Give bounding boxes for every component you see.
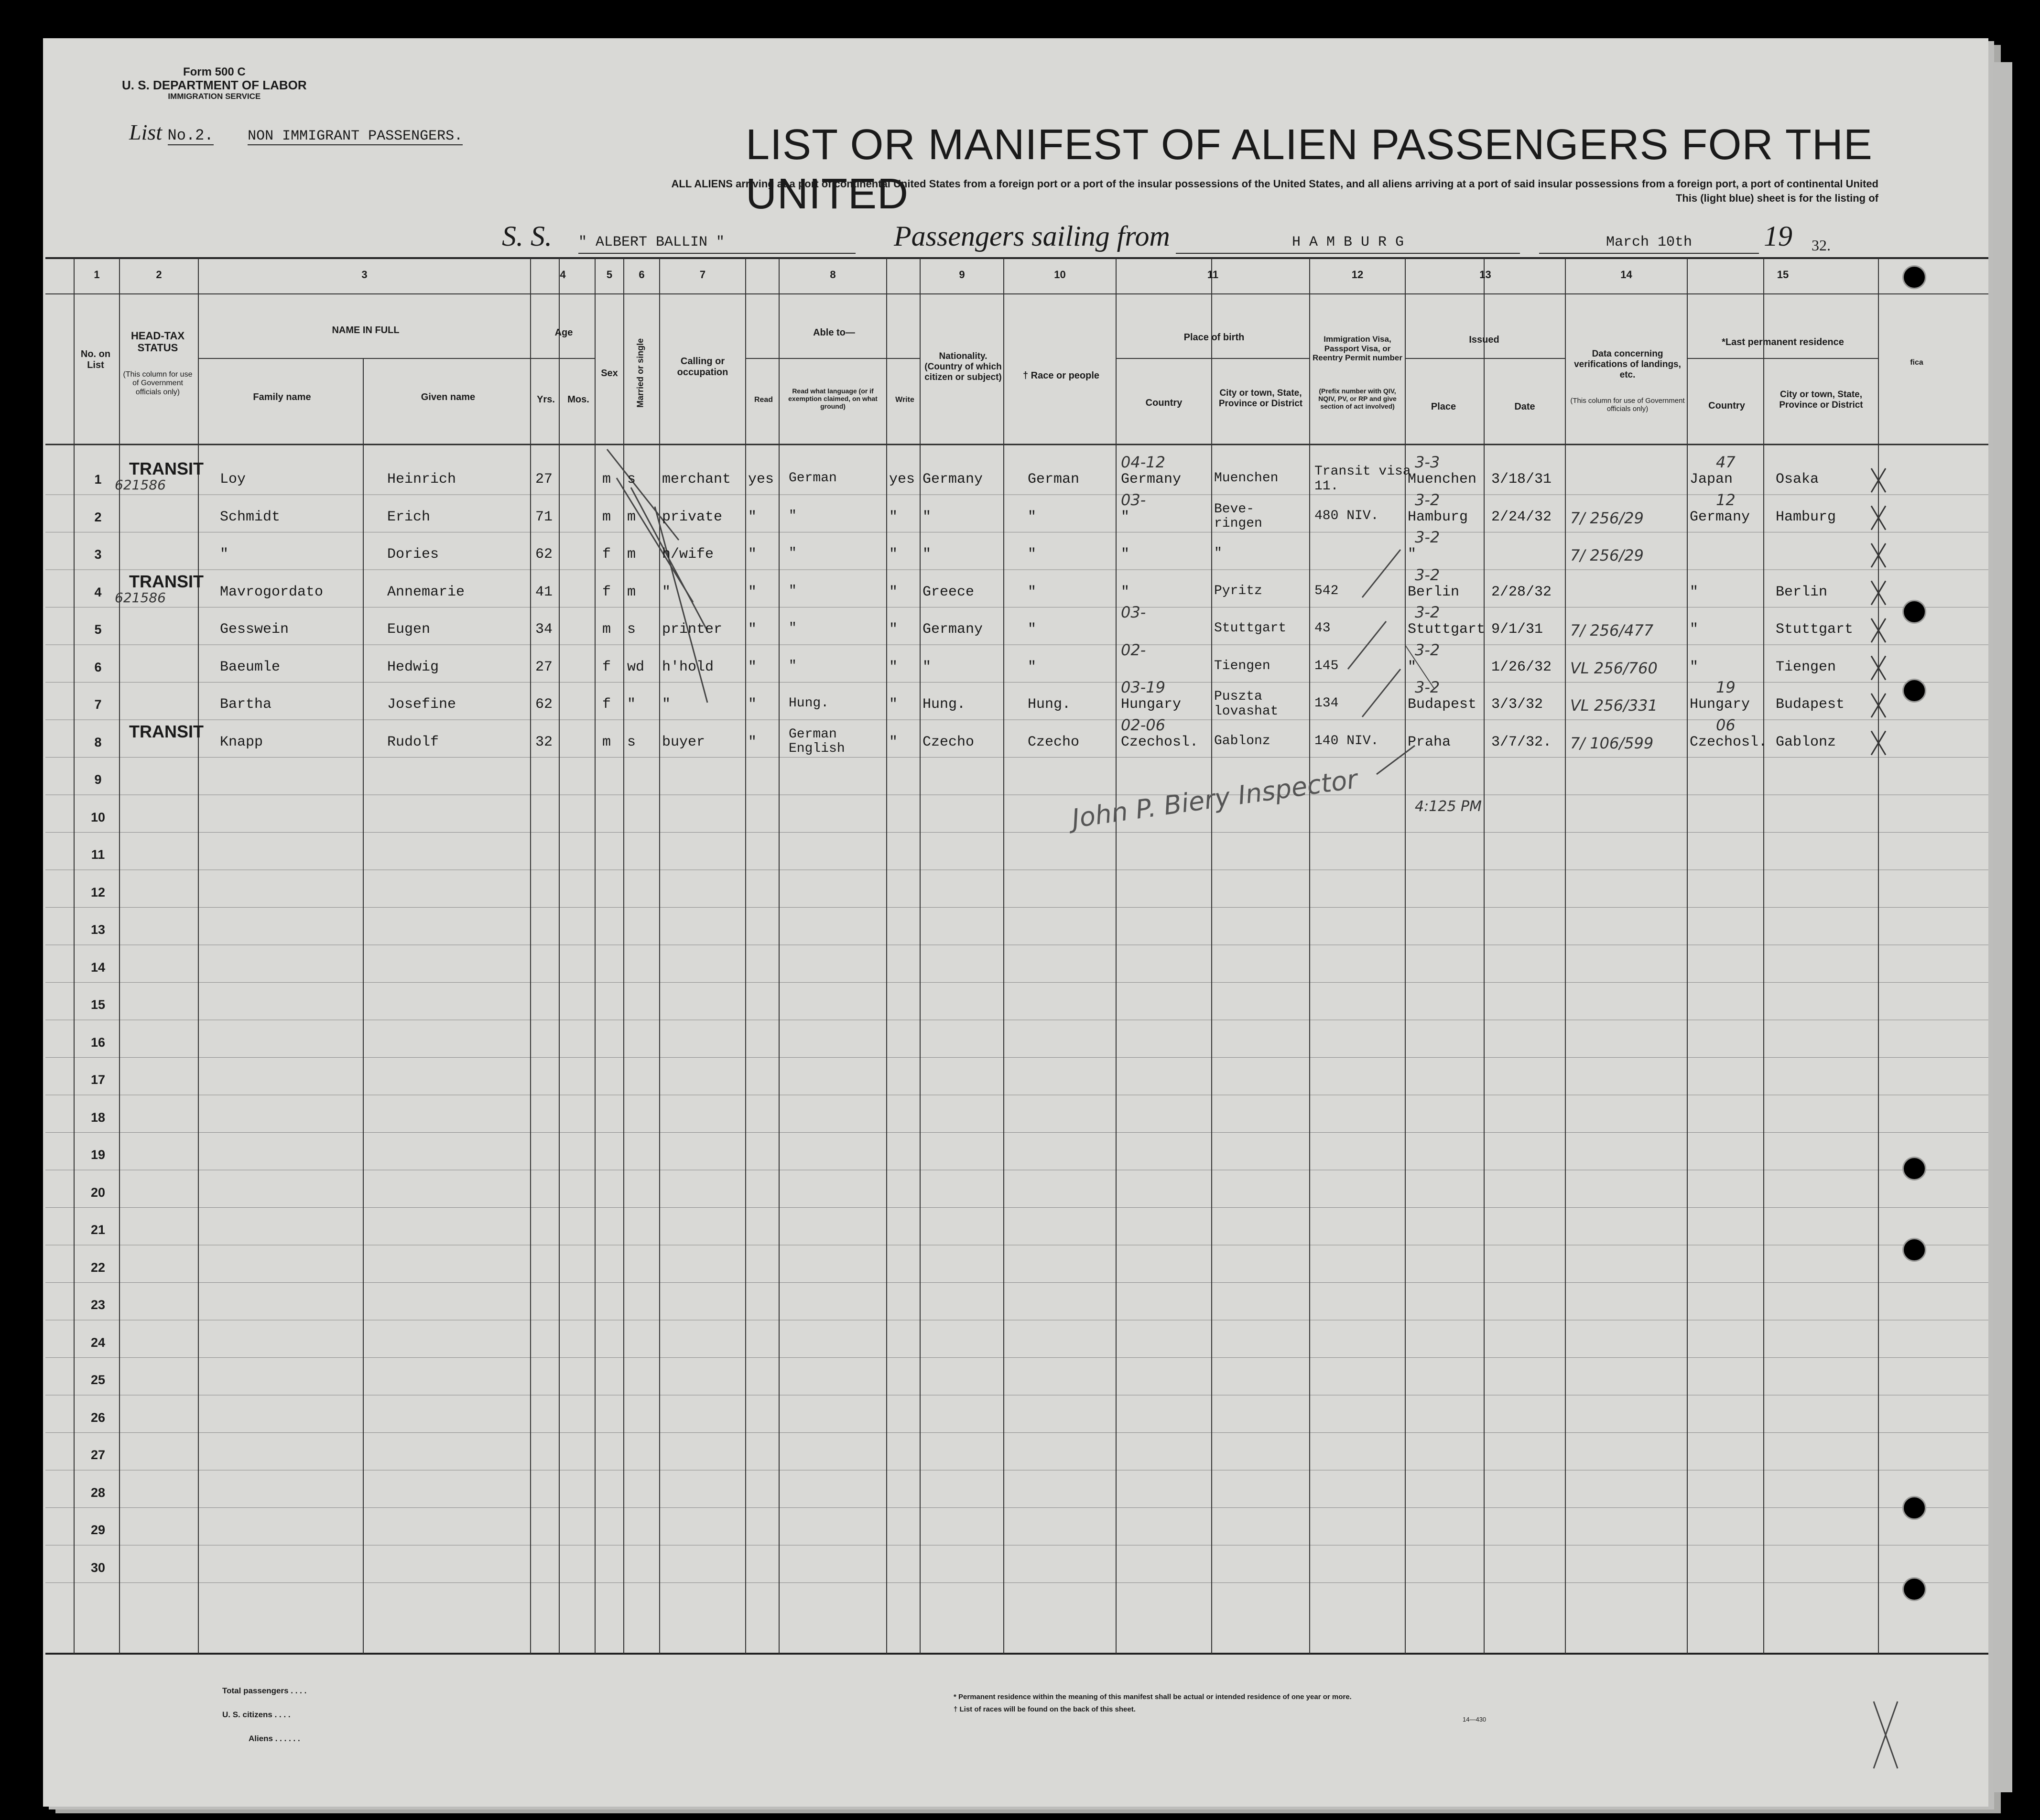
residence-country: " (1690, 621, 1699, 638)
header-place-of-birth: Place of birth (1183, 332, 1245, 343)
visa-number: 145 (1314, 658, 1339, 673)
header-last-residence: *Last permanent residence (1722, 337, 1844, 347)
residence-city: Tiengen (1776, 659, 1836, 675)
column-number: 12 (1351, 269, 1364, 281)
binding-hole (1902, 265, 1926, 289)
visa-number: Transit visa 11. (1314, 464, 1411, 494)
issued-code: 3-2 (1415, 640, 1440, 659)
header-age: Age (554, 327, 573, 338)
visa-number: 140 NIV. (1314, 733, 1379, 748)
occupation: merchant (662, 471, 731, 488)
header-sex: Sex (601, 368, 618, 379)
landing-verification: VL 256/331 (1570, 696, 1658, 715)
residence-country: Hungary (1690, 696, 1750, 713)
residence-city: Gablonz (1776, 734, 1836, 750)
residence-city: Stuttgart (1776, 621, 1854, 638)
given-name: Dories (387, 546, 439, 563)
age: 62 (535, 546, 553, 563)
landing-verification: 7/ 106/599 (1570, 734, 1654, 752)
row-number: 15 (90, 997, 106, 1012)
header-head-tax: HEAD-TAX STATUS (130, 330, 185, 354)
binding-hole (1902, 679, 1926, 703)
birth-city: " (1214, 546, 1222, 561)
ss-label: S. S. (502, 220, 552, 252)
age: 27 (535, 659, 553, 675)
row-number: 13 (90, 922, 106, 937)
issued-date: 3/7/32. (1491, 734, 1552, 750)
column-number: 5 (606, 269, 613, 281)
issued-place: Stuttgart (1408, 621, 1486, 638)
issued-code: 3-3 (1415, 453, 1440, 471)
header-landings-note: (This column for use of Government officials only) (1570, 397, 1685, 413)
row-number: 14 (90, 960, 106, 975)
marital-status: m (627, 509, 636, 525)
residence-country: Japan (1690, 471, 1733, 488)
residence-city: Budapest (1776, 696, 1845, 713)
row-number: 5 (94, 622, 102, 637)
race: " (1028, 546, 1037, 563)
birth-city: Stuttgart (1214, 621, 1287, 636)
row-number: 21 (90, 1223, 106, 1237)
issued-date: 2/28/32 (1491, 584, 1552, 600)
occupation: h'hold (662, 659, 714, 675)
sex: f (602, 696, 611, 713)
family-name: Loy (220, 471, 246, 488)
family-name: " (220, 546, 229, 563)
inspection-time: 4:125 PM (1415, 798, 1482, 815)
row-number: 19 (90, 1148, 106, 1162)
family-name: Gesswein (220, 621, 289, 638)
header-able-to: Able to— (813, 327, 855, 338)
header-birth-city: City or town, State, Province or District (1218, 388, 1303, 409)
issued-date: 3/3/32 (1491, 696, 1543, 713)
can-write: " (889, 584, 898, 600)
read-language: " (789, 658, 797, 673)
header-write: Write (895, 396, 914, 404)
can-read: " (748, 509, 757, 525)
can-read: " (748, 584, 757, 600)
instruction-line-2: This (light blue) sheet is for the listing of (1675, 192, 1878, 204)
header-family-name: Family name (253, 392, 311, 402)
row-number: 2 (94, 509, 102, 524)
nationality: " (922, 659, 932, 675)
form-number: Form 500 C (183, 65, 246, 78)
issued-date: 1/26/32 (1491, 659, 1552, 675)
visa-number: 43 (1314, 621, 1331, 636)
nationality: Hung. (922, 696, 966, 713)
row-number: 26 (90, 1410, 106, 1425)
nationality: Czecho (922, 734, 975, 750)
residence-city: Osaka (1776, 471, 1819, 488)
age: 41 (535, 584, 553, 600)
can-read: yes (748, 471, 774, 488)
row-number: 17 (90, 1072, 106, 1087)
list-number: No.2. (167, 127, 214, 144)
nationality: Germany (922, 471, 983, 488)
year-prefix: 19 (1764, 220, 1792, 252)
occupation: private (662, 509, 723, 525)
row-number: 10 (90, 810, 106, 824)
residence-city: Berlin (1776, 584, 1828, 600)
column-number: 8 (830, 269, 836, 281)
issued-place: Budapest (1408, 696, 1477, 713)
header-res-city: City or town, State, Province or District (1779, 390, 1863, 410)
head-tax-number: 621586 (115, 477, 166, 493)
sex: m (602, 509, 611, 525)
form-department: U. S. DEPARTMENT OF LABOR (122, 78, 307, 93)
can-write: " (889, 696, 898, 713)
can-read: " (748, 734, 757, 750)
ship-name: " ALBERT BALLIN " (578, 220, 856, 254)
birth-country: Czechosl. (1121, 734, 1199, 750)
sex: f (602, 659, 611, 675)
departure-port: H A M B U R G (1176, 220, 1520, 254)
column-number: 13 (1479, 269, 1491, 281)
read-language: Hung. (789, 696, 829, 711)
age: 62 (535, 696, 553, 713)
row-number: 22 (90, 1260, 106, 1275)
sex: m (602, 621, 611, 638)
birth-country: " (1121, 584, 1130, 600)
row-number: 12 (90, 885, 106, 899)
birth-city: Beve- ringen (1214, 501, 1262, 531)
landing-verification: 7/ 256/477 (1570, 621, 1654, 639)
marital-status: s (627, 621, 636, 638)
sex: f (602, 584, 611, 600)
family-name: Mavrogordato (220, 584, 324, 600)
header-issued-place: Place (1431, 401, 1456, 412)
issued-place: Muenchen (1408, 471, 1477, 488)
visa-number: 542 (1314, 583, 1339, 598)
issued-place: " (1408, 659, 1417, 675)
list-line (129, 119, 463, 145)
issued-place: Berlin (1408, 584, 1460, 600)
read-language: " (789, 583, 797, 598)
column-number: 3 (361, 269, 368, 281)
nationality: " (922, 509, 932, 525)
residence-code: 47 (1716, 453, 1736, 471)
list-type: NON IMMIGRANT PASSENGERS. (248, 128, 463, 144)
read-language: " (789, 508, 797, 523)
can-write: " (889, 621, 898, 638)
issued-code: 3-2 (1415, 603, 1440, 621)
column-number: 9 (959, 269, 965, 281)
sex: m (602, 471, 611, 488)
row-number: 8 (94, 735, 102, 749)
row-number: 27 (90, 1448, 106, 1462)
issued-code: 3-2 (1415, 678, 1440, 696)
column-number: 10 (1054, 269, 1066, 281)
head-tax-stamp: TRANSIT (129, 721, 204, 741)
residence-code: 19 (1716, 678, 1736, 696)
can-read: " (748, 621, 757, 638)
family-name: Knapp (220, 734, 263, 750)
header-given-name: Given name (421, 392, 476, 402)
race: German (1028, 471, 1080, 488)
issued-place: Praha (1408, 734, 1451, 750)
given-name: Hedwig (387, 659, 439, 675)
read-language: " (789, 546, 797, 561)
family-name: Schmidt (220, 509, 281, 525)
sailing-date: March 10th (1539, 220, 1759, 254)
birth-code: 02- (1121, 640, 1146, 659)
can-write: " (889, 659, 898, 675)
page-title: LIST OR MANIFEST OF ALIEN PASSENGERS FOR THE UNITED (746, 121, 1873, 218)
landing-verification: VL 256/760 (1570, 659, 1658, 677)
read-language: German English (789, 726, 845, 757)
age: 32 (535, 734, 553, 750)
birth-country: " (1121, 546, 1130, 563)
header-birth-country: Country (1145, 398, 1183, 408)
residence-country: Germany (1690, 509, 1750, 525)
can-read: " (748, 546, 757, 563)
row-number: 1 (94, 472, 102, 487)
row-number: 7 (94, 697, 102, 712)
birth-code: 03- (1121, 490, 1146, 509)
binding-hole (1902, 600, 1926, 624)
row-number: 11 (91, 847, 105, 862)
nationality: Greece (922, 584, 975, 600)
row-number: 20 (90, 1185, 106, 1200)
birth-code: 03- (1121, 603, 1146, 621)
given-name: Eugen (387, 621, 431, 638)
form-service: IMMIGRATION SERVICE (168, 91, 261, 101)
row-number: 30 (90, 1560, 106, 1575)
race: " (1028, 584, 1037, 600)
issued-date: 3/18/31 (1491, 471, 1552, 488)
birth-code: 04-12 (1121, 453, 1165, 471)
residence-code: 06 (1716, 715, 1736, 734)
occupation: printer (662, 621, 723, 638)
header-nationality: Nationality. (Country of which citizen or subject) (924, 351, 1002, 382)
binding-hole (1902, 1577, 1926, 1601)
birth-code: 03-19 (1121, 678, 1165, 696)
header-issued: Issued (1469, 335, 1499, 345)
age: 27 (535, 471, 553, 488)
given-name: Rudolf (387, 734, 439, 750)
pen-stroke (1362, 550, 1400, 597)
can-read: " (748, 659, 757, 675)
head-tax-number: 621586 (115, 589, 166, 606)
header-calling: Calling or occupation (677, 356, 728, 378)
column-number: 11 (1207, 269, 1219, 281)
row-number: 25 (90, 1373, 106, 1387)
header-yrs: Yrs. (537, 394, 555, 405)
header-head-tax-note: (This column for use of Government officials only) (123, 370, 193, 396)
row-number: 24 (90, 1335, 106, 1350)
marital-status: m (627, 584, 636, 600)
marital-status: s (627, 471, 636, 488)
pen-stroke (1348, 621, 1386, 669)
header-married: Married or single (635, 338, 645, 408)
sex: f (602, 546, 611, 563)
issued-code: 3-2 (1415, 490, 1440, 509)
marital-status: wd (627, 659, 645, 675)
inspector-signature: John P. Biery Inspector (1070, 764, 1359, 834)
footer-us-citizens: U. S. citizens . . . . (222, 1710, 291, 1719)
binding-hole (1902, 1238, 1926, 1262)
row-number: 4 (94, 585, 102, 599)
header-race: † Race or people (1022, 370, 1100, 381)
row-number: 18 (90, 1110, 106, 1125)
given-name: Annemarie (387, 584, 465, 600)
header-read-language: Read what language (or if exemption claimed, on what ground) (788, 387, 878, 411)
column-number: 6 (639, 269, 645, 281)
issued-date: 9/1/31 (1491, 621, 1543, 638)
birth-country: Hungary (1121, 696, 1182, 713)
residence-country: Czechosl. (1690, 734, 1768, 750)
can-write: " (889, 509, 898, 525)
landing-verification: 7/ 256/29 (1570, 546, 1644, 564)
header-visa-note: (Prefix number with QIV, NQIV, PV, or RP and give section of act involved) (1318, 387, 1397, 411)
column-number: 7 (699, 269, 706, 281)
header-name-in-full: NAME IN FULL (332, 325, 400, 336)
given-name: Erich (387, 509, 431, 525)
residence-city: Hamburg (1776, 509, 1836, 525)
race: " (1028, 621, 1037, 638)
family-name: Bartha (220, 696, 272, 713)
marital-status: m (627, 546, 636, 563)
can-read: " (748, 696, 757, 713)
nationality: Germany (922, 621, 983, 638)
header-cut-column: fica (1910, 358, 1923, 367)
race: " (1028, 509, 1037, 525)
issued-code: 3-2 (1415, 565, 1440, 584)
binding-hole (1902, 1157, 1926, 1181)
year-suffix: 32. (1812, 237, 1831, 254)
issued-date: 2/24/32 (1491, 509, 1552, 525)
landing-verification: 7/ 256/29 (1570, 509, 1644, 527)
visa-number: 480 NIV. (1314, 508, 1379, 523)
read-language: German (789, 471, 837, 486)
instructions (397, 177, 1878, 205)
birth-city: Puszta lovashat (1214, 689, 1279, 719)
footer-note-residence: * Permanent residence within the meaning of this manifest shall be actual or intended residence of one year or more. (954, 1693, 1352, 1701)
race: Czecho (1028, 734, 1080, 750)
footer-total-passengers: Total passengers . . . . (222, 1686, 307, 1695)
birth-city: Muenchen (1214, 471, 1279, 486)
can-write: " (889, 734, 898, 750)
occupation: " (662, 584, 671, 600)
birth-city: Tiengen (1214, 658, 1270, 673)
can-write: yes (889, 471, 915, 488)
header-read: Read (754, 396, 773, 404)
form-identifier (122, 66, 307, 101)
head-tax-stamp: TRANSIT (129, 459, 204, 478)
footer-form-code: 14—430 (1463, 1716, 1487, 1723)
header-res-country: Country (1708, 401, 1745, 411)
header-landings: Data concerning verifications of landings, etc. (1574, 349, 1681, 380)
header-issued-date: Date (1514, 401, 1535, 412)
birth-country: " (1121, 509, 1130, 525)
column-number: 1 (94, 269, 100, 281)
header-no-on-list: No. on List (80, 349, 111, 370)
marital-status: s (627, 734, 636, 750)
birth-city: Pyritz (1214, 583, 1262, 598)
row-number: 6 (94, 660, 102, 674)
instruction-line-1: ALL ALIENS arriving at a port of continental United States from a foreign port or a port of the insular possessions of the United States, and all aliens arriving at a port of said insular possessions from a foreign port, a port of continental United (671, 178, 1878, 190)
binding-hole (1902, 1496, 1926, 1520)
row-number: 29 (90, 1523, 106, 1537)
race: Hung. (1028, 696, 1071, 713)
column-number: 2 (156, 269, 162, 281)
birth-country: Germany (1121, 471, 1182, 488)
row-number: 9 (94, 772, 102, 787)
family-name: Baeumle (220, 659, 281, 675)
occupation: " (662, 696, 671, 713)
header-mos: Mos. (567, 394, 589, 405)
list-prefix: List (129, 120, 163, 144)
pen-stroke (1362, 669, 1400, 717)
age: 71 (535, 509, 553, 525)
given-name: Josefine (387, 696, 456, 713)
birth-city: Gablonz (1214, 733, 1270, 748)
row-number: 16 (90, 1035, 106, 1050)
row-number: 28 (90, 1485, 106, 1500)
column-number: 14 (1620, 269, 1632, 281)
head-tax-stamp: TRANSIT (129, 571, 204, 591)
birth-code: 02-06 (1121, 715, 1165, 734)
sailing-label: Passengers sailing from (894, 220, 1170, 252)
given-name: Heinrich (387, 471, 456, 488)
column-number: 15 (1777, 269, 1789, 281)
race: " (1028, 659, 1037, 675)
footer-note-races: † List of races will be found on the back of this sheet. (954, 1705, 1136, 1713)
residence-code: 12 (1716, 490, 1736, 509)
issued-place: Hamburg (1408, 509, 1468, 525)
issued-place: " (1408, 546, 1417, 563)
issued-code: 3-2 (1415, 528, 1440, 546)
marital-status: " (627, 696, 636, 713)
occupation: h/wife (662, 546, 714, 563)
age: 34 (535, 621, 553, 638)
row-number: 3 (94, 547, 102, 562)
column-number: 4 (560, 269, 566, 281)
residence-country: " (1690, 584, 1699, 600)
occupation: buyer (662, 734, 705, 750)
sex: m (602, 734, 611, 750)
footer-aliens: Aliens . . . . . . (249, 1734, 300, 1743)
row-number: 23 (90, 1298, 106, 1312)
read-language: " (789, 621, 797, 636)
residence-country: " (1690, 659, 1699, 675)
visa-number: 134 (1314, 696, 1339, 711)
nationality: " (922, 546, 932, 563)
can-write: " (889, 546, 898, 563)
header-visa: Immigration Visa, Passport Visa, or Reentry Permit number (1313, 335, 1402, 363)
